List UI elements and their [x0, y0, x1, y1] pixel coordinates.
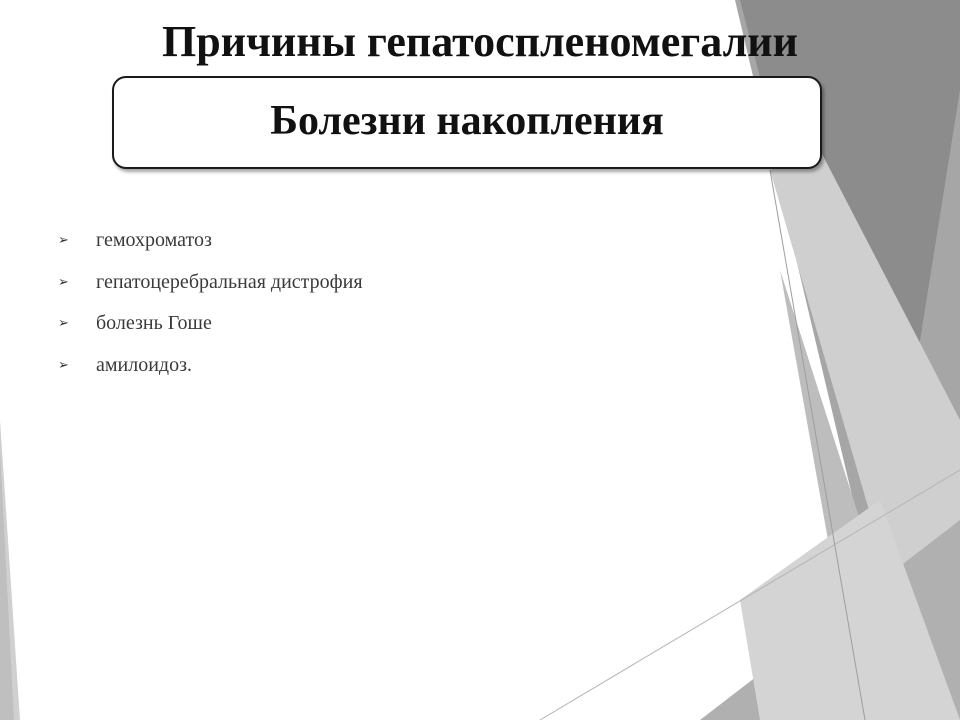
bullet-list: [58, 220, 363, 386]
list-item-text: гепатоцеребральная дистрофия: [96, 270, 363, 293]
bg-shape-left-sliver-2: [0, 450, 14, 720]
list-item: [58, 262, 363, 304]
list-item-text: амилоидоз.: [96, 353, 192, 376]
arrow-bullet-icon: ➢: [58, 357, 69, 373]
list-item: [58, 345, 363, 387]
list-item-text: гемохроматоз: [96, 229, 212, 252]
subtitle-box: [112, 76, 822, 169]
list-item: [58, 303, 363, 345]
arrow-bullet-icon: ➢: [58, 316, 69, 332]
slide-title: Причины гепатоспленомегалии: [162, 17, 798, 66]
list-item: [58, 220, 363, 262]
arrow-bullet-icon: ➢: [58, 233, 69, 249]
arrow-bullet-icon: ➢: [58, 274, 69, 290]
list-item-text: болезнь Гоше: [96, 312, 212, 335]
subtitle-text: Болезни накопления: [270, 97, 664, 144]
